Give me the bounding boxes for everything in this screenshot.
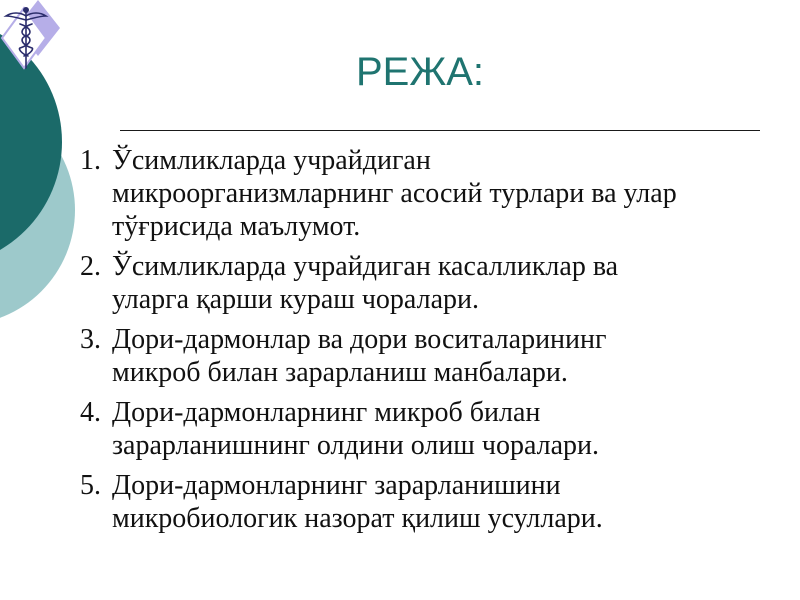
slide-title: РЕЖА: [355, 50, 485, 94]
list-item-number: 4. [80, 397, 101, 428]
list-item-number: 5. [80, 470, 101, 501]
plan-list [80, 144, 780, 542]
list-item-number: 3. [80, 324, 101, 355]
list-item [80, 396, 780, 462]
list-item [80, 469, 780, 535]
list-item [80, 250, 780, 316]
title-divider [120, 130, 760, 131]
list-item-line: зарарланишнинг олдини олиш чоралари. [112, 430, 600, 461]
list-item-line: Дори-дармонлар ва дори воситаларининг [112, 324, 607, 355]
list-item-number: 1. [80, 145, 101, 176]
list-item-line: уларга қарши кураш чоралари. [112, 284, 479, 315]
list-item-line: микроб билан зарарланиш манбалари. [112, 357, 568, 388]
list-item-line: Дори-дармонларнинг микроб билан [112, 397, 541, 428]
list-item-line: Ўсимликларда учрайдиган [112, 145, 431, 176]
list-item-line: микроорганизмларнинг асосий турлари ва улар [112, 178, 677, 209]
list-item-line: микробиологик назорат қилиш усуллари. [112, 503, 603, 534]
list-item-line: Ўсимликларда учрайдиган касалликлар ва [112, 251, 619, 282]
caduceus-icon [0, 0, 64, 76]
list-item-number: 2. [80, 251, 101, 282]
list-item-line: тўғрисида маълумот. [112, 211, 361, 242]
list-item-line: Дори-дармонларнинг зарарланишини [112, 470, 561, 501]
list-item [80, 323, 780, 389]
list-item [80, 144, 780, 243]
